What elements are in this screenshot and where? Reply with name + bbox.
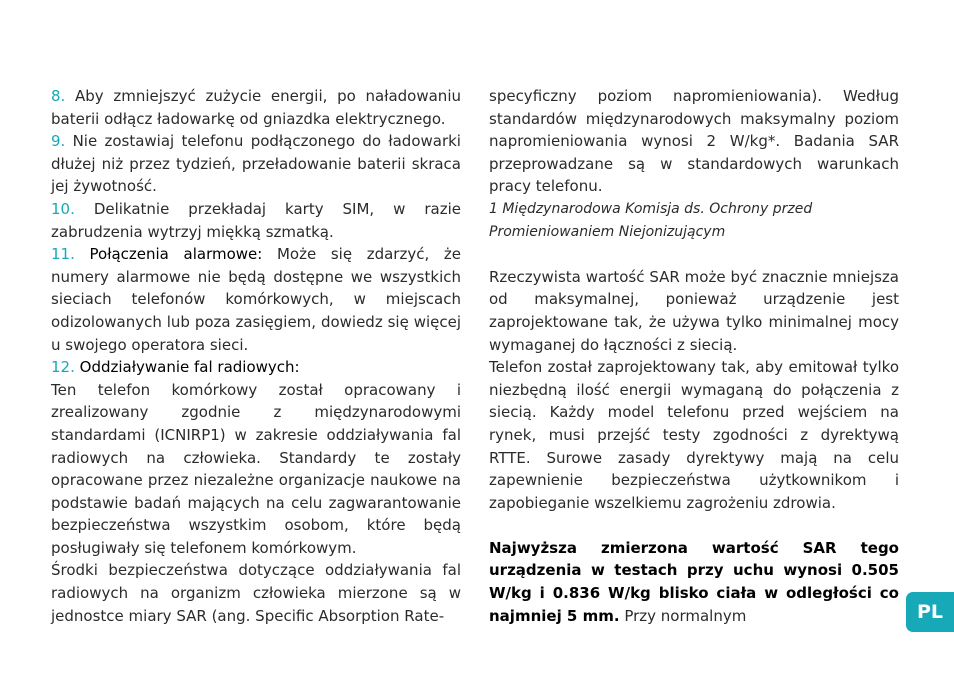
item-11-number: 11.	[51, 245, 75, 264]
item-12	[51, 356, 461, 379]
sar-max-values: Najwyższa zmierzona wartość SAR tego urządzenia w testach przy uchu wynosi 0.505 W/kg i 0.836 W/kg blisko ciała w odległości co najmniej 5 mm.	[489, 538, 899, 625]
sar-paragraph-2: Rzeczywista wartość SAR może być znacznie mniejsza od maksymalnej, ponieważ urządzenie jest zaprojektowane tak, że używa tylko minimalnej mocy wymaganej do łączności z siecią.	[489, 267, 899, 354]
item-8	[51, 85, 461, 130]
item-9-number: 9.	[51, 132, 66, 151]
item-12-heading: Oddziaływanie fal radiowych:	[79, 358, 300, 377]
item-10-number: 10.	[51, 199, 75, 218]
sar-paragraph-3: Telefon został zaprojektowany tak, aby emitował tylko niezbędną ilość energii wymaganą do połączenia z siecią. Każdy model telefonu przed wejściem na rynek, musi przejść testy zgodności z dyrektywą RTTE. Surowe zasady dyrektywy mają na celu zapewnienie bezpieczeństwa użytkownikom i zapobieganie wszelkiemu zagrożeniu zdrowia.	[489, 358, 899, 512]
right-column	[489, 85, 899, 627]
item-9-text: Nie zostawiaj telefonu podłączonego do ładowarki dłużej niż przez tydzień, przeładowanie baterii skraca jej żywotność.	[51, 132, 461, 196]
sar-paragraph-4	[489, 537, 899, 627]
item-10-text: Delikatnie przekładaj karty SIM, w razie zabrudzenia wytrzyj miękką szmatką.	[51, 199, 461, 241]
spacer	[489, 243, 899, 266]
item-11	[51, 243, 461, 356]
item-9	[51, 130, 461, 198]
sar-paragraph-4-tail: Przy normalnym	[624, 606, 747, 625]
item-10	[51, 198, 461, 243]
sar-paragraph-1: specyficzny poziom napromieniowania). Według standardów międzynarodowych maksymalny poziom napromieniowania wynosi 2 W/kg*. Badania SAR przeprowadzane są w standardowych warunkach pracy telefonu.	[489, 87, 899, 196]
item-11-text: Może się zdarzyć, że numery alarmowe nie będą dostępne we wszystkich sieciach telefonów komórkowych, w miejscach odizolowanych lub poza zasięgiem, dowiedz się więcej u swojego operatora sieci.	[51, 245, 461, 354]
item-8-number: 8.	[51, 87, 66, 105]
spacer	[489, 514, 899, 537]
left-column	[51, 85, 461, 627]
language-tab: PL	[906, 592, 954, 632]
item-8-text: Aby zmniejszyć zużycie energii, po naładowaniu baterii odłącz ładowarkę od gniazdka elektrycznego.	[51, 87, 461, 128]
item-12-number: 12.	[51, 358, 75, 377]
item-12-paragraph-1: Ten telefon komórkowy został opracowany i zrealizowany zgodnie z międzynarodowymi standardami (ICNIRP1) w zakresie oddziaływania fal radiowych na człowieka. Standardy te zostały opracowane przez niezależne organizacje naukowe na podstawie badań mających na celu zagwarantowanie bezpieczeństwa wszystkim osobom, które będą posługiwały się telefonem komórkowym.	[51, 380, 461, 557]
item-12-paragraph-2: Środki bezpieczeństwa dotyczące oddziaływania fal radiowych na organizm człowieka mierzone są w jednostce miary SAR (ang. Specific Absorption Rate-	[51, 561, 461, 625]
item-11-heading: Połączenia alarmowe:	[89, 245, 263, 264]
footnote: 1 Międzynarodowa Komisja ds. Ochrony przed Promieniowaniem Niejonizującym	[489, 200, 813, 240]
